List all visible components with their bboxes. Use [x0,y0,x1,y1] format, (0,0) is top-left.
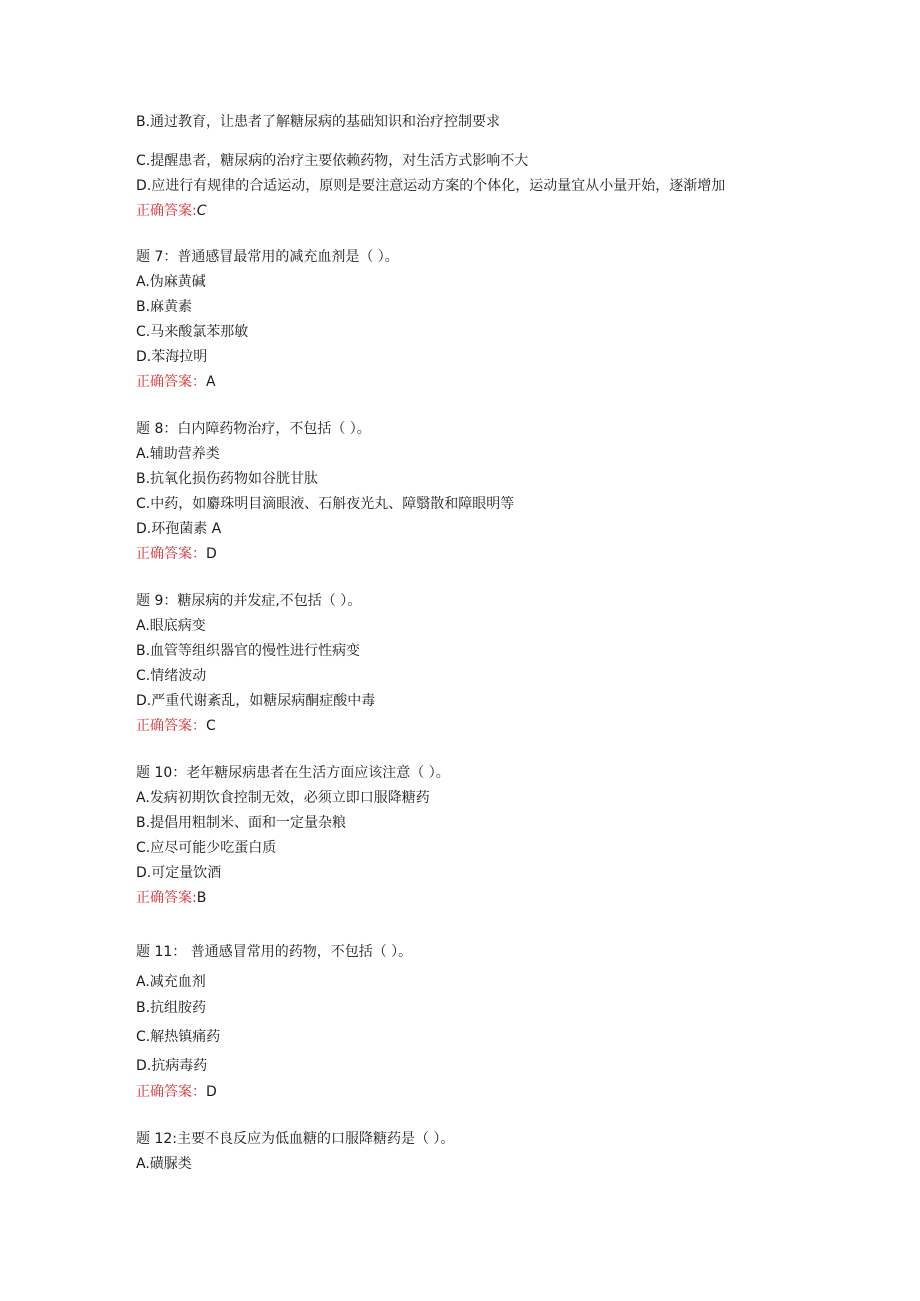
q7-option-b: B.麻黄素 [136,299,193,315]
q11-option-c: C.解热镇痛药 [136,1029,221,1045]
answer-value: D [206,546,217,562]
q11-option-a: A.减充血剂 [136,974,206,990]
q6-option-d: D.应进行有规律的合适运动，原则是要注意运动方案的个体化，运动量宜从小量开始，逐渐增加 [136,178,726,194]
answer-value: B [196,890,207,906]
q6-answer [136,202,207,220]
q12-question: 题 12:主要不良反应为低血糖的口服降糖药是（ ）。 [136,1131,455,1147]
q11-question: 题 11： 普通感冒常用的药物，不包括（ ）。 [136,944,413,960]
q6-option-b: B.通过教育，让患者了解糖尿病的基础知识和治疗控制要求 [136,114,501,130]
answer-label: 正确答案： [136,374,206,390]
q10-option-a: A.发病初期饮食控制无效，必须立即口服降糖药 [136,790,430,806]
q8-option-b: B.抗氧化损伤药物如谷胱甘肽 [136,471,319,487]
answer-label: 正确答案： [136,546,206,562]
q8-option-d: D.环孢菌素 A [136,521,222,537]
answer-value: C [196,203,207,219]
answer-value: C [206,718,216,734]
q10-question: 题 10：老年糖尿病患者在生活方面应该注意（ ）。 [136,765,450,781]
q9-option-d: D.严重代谢紊乱，如糖尿病酮症酸中毒 [136,693,376,709]
q6-option-c: C.提醒患者，糖尿病的治疗主要依赖药物，对生活方式影响不大 [136,153,529,169]
q8-answer [136,545,217,563]
q8-option-a: A.辅助营养类 [136,446,220,462]
q11-answer [136,1083,217,1101]
q11-option-d: D.抗病毒药 [136,1058,208,1074]
q7-answer [136,373,216,391]
q9-option-c: C.情绪波动 [136,668,207,684]
q7-option-c: C.马来酸氯苯那敏 [136,324,249,340]
q9-option-b: B.血管等组织器官的慢性进行性病变 [136,643,361,659]
q8-option-c: C.中药，如麝珠明目滴眼液、石斛夜光丸、障翳散和障眼明等 [136,496,515,512]
answer-value: A [206,374,216,390]
answer-label: 正确答案: [136,890,197,906]
q9-option-a: A.眼底病变 [136,618,206,634]
q10-option-d: D.可定量饮酒 [136,865,222,881]
q10-option-b: B.提倡用粗制米、面和一定量杂粮 [136,815,347,831]
answer-label: 正确答案： [136,718,206,734]
q12-option-a: A.磺脲类 [136,1156,192,1172]
q9-question: 题 9：糖尿病的并发症,不包括（ ）。 [136,593,362,609]
q9-answer [136,717,216,735]
q7-option-a: A.伪麻黄碱 [136,274,206,290]
answer-label: 正确答案: [136,203,197,219]
q11-option-b: B.抗组胺药 [136,1000,207,1016]
q8-question: 题 8：白内障药物治疗，不包括（ ）。 [136,421,371,437]
answer-label: 正确答案： [136,1084,206,1100]
q10-answer [136,889,206,907]
q7-option-d: D.苯海拉明 [136,349,208,365]
answer-value: D [206,1084,217,1100]
q10-option-c: C.应尽可能少吃蛋白质 [136,840,277,856]
q7-question: 题 7：普通感冒最常用的减充血剂是（ ）。 [136,249,399,265]
